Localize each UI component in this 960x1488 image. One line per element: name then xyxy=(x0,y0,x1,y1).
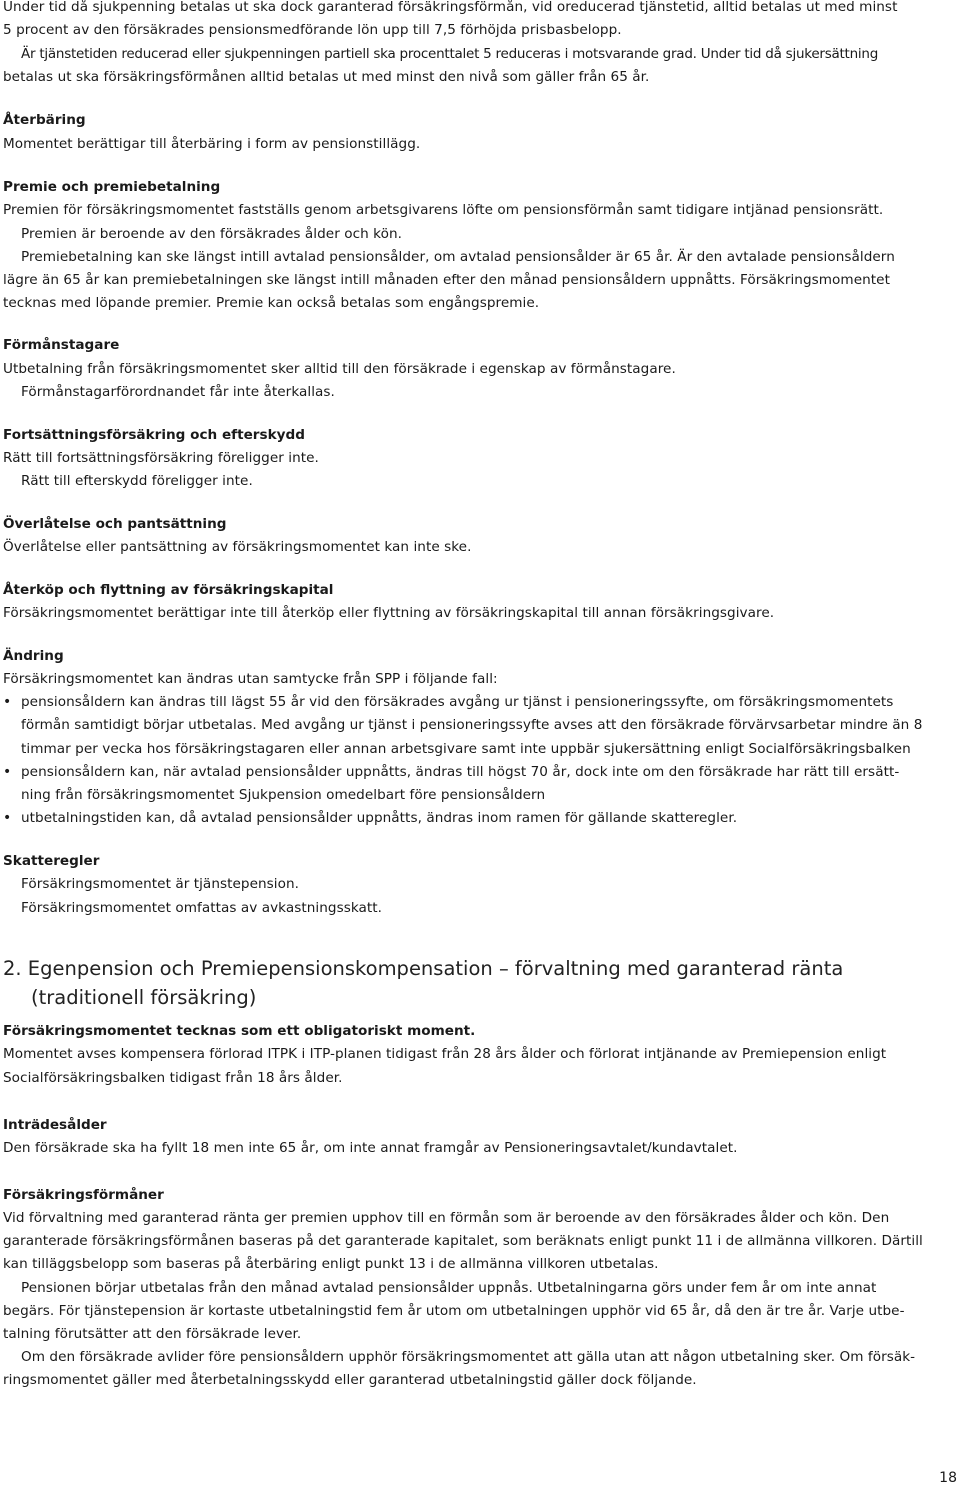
paragraph-line: timmar per vecka hos försäkringstagaren eller annan arbetsgivare samt inte uppbär sjukersättning enligt Socialförsäkringsbalken xyxy=(21,741,911,757)
paragraph-line: Förmånstagarförordnandet får inte återkallas. xyxy=(21,384,335,400)
bullet-item-text: pensionsåldern kan, när avtalad pensionsålder uppnåtts, ändras till högst 70 år, dock inte om den försäkrade har rätt till ersätt- xyxy=(21,764,900,780)
paragraph-line: Överlåtelse eller pantsättning av försäkringsmomentet kan inte ske. xyxy=(3,539,472,555)
section-heading: Skatteregler xyxy=(3,853,100,869)
section-heading: Inträdesålder xyxy=(3,1117,107,1133)
bullet-marker: • xyxy=(3,694,12,710)
section-heading: Premie och premiebetalning xyxy=(3,179,221,195)
paragraph-line: Vid förvaltning med garanterad ränta ger premien upphov till en förmån som är beroende av den försäkrades ålder och kön. Den xyxy=(3,1210,890,1226)
paragraph-line: Om den försäkrade avlider före pensionsåldern upphör försäkringsmomentet att gälla utan att någon utbetalning sker. Om försäk- xyxy=(21,1349,916,1365)
paragraph-line: ning från försäkringsmomentet Sjukpension omedelbart före pensionsåldern xyxy=(21,787,546,803)
section-heading: Försäkringsmomentet tecknas som ett obligatoriskt moment. xyxy=(3,1023,476,1039)
section-heading: Ändring xyxy=(3,648,64,664)
bullet-marker: • xyxy=(3,764,12,780)
page-number: 18 xyxy=(939,1470,957,1486)
paragraph-line: Är tjänstetiden reducerad eller sjukpenningen partiell ska procenttalet 5 reduceras i motsvarande grad. Under tid då sjukersättning xyxy=(21,46,879,62)
paragraph-line: ringsmomentet gäller med återbetalningsskydd eller garanterad utbetalningstid gäller dock följande. xyxy=(3,1372,697,1388)
paragraph-line: kan tilläggsbelopp som baseras på återbäring enligt punkt 13 i de allmänna villkoren utbetalas. xyxy=(3,1256,659,1272)
paragraph-line: betalas ut ska försäkringsförmånen alltid betalas ut med minst den nivå som gäller från 65 år. xyxy=(3,69,650,85)
paragraph-line: lägre än 65 år kan premiebetalningen ske längst intill månaden efter den månad pensionsåldern uppnåtts. Försäkringsmomentet xyxy=(3,272,890,288)
paragraph-line: Under tid då sjukpenning betalas ut ska dock garanterad försäkringsförmån, vid oreducerad tjänstetid, alltid betalas ut med minst xyxy=(3,0,898,15)
paragraph-line: förmån samtidigt börjar utbetalas. Med avgång ur tjänst i pensioneringssyfte avses att den försäkrade förvärvsarbetar mindre än 8 xyxy=(21,717,923,733)
section-heading: Förmånstagare xyxy=(3,337,120,353)
section-heading: Återbäring xyxy=(3,112,86,128)
paragraph-line: talning förutsätter att den försäkrade lever. xyxy=(3,1326,302,1342)
bullet-item-text: utbetalningstiden kan, då avtalad pensionsålder uppnåtts, ändras inom ramen för gällande skatteregler. xyxy=(21,810,738,826)
paragraph-line: Pensionen börjar utbetalas från den månad avtalad pensionsålder uppnås. Utbetalningarna görs under fem år om inte annat xyxy=(21,1280,877,1296)
paragraph-line: Utbetalning från försäkringsmomentet sker alltid till den försäkrade i egenskap av förmånstagare. xyxy=(3,361,676,377)
section-heading: Överlåtelse och pantsättning xyxy=(3,516,227,532)
paragraph-line: Momentet avses kompensera förlorad ITPK i ITP-planen tidigast från 28 års ålder och förlorat intjänande av Premiepension enligt xyxy=(3,1046,887,1062)
paragraph-line: Premien är beroende av den försäkrades ålder och kön. xyxy=(21,226,403,242)
paragraph-line: begärs. För tjänstepension är kortaste utbetalningstid fem år utom om utbetalningen upphör vid 65 år, då den är tre år. Varje utbe- xyxy=(3,1303,905,1319)
paragraph-line: Premien för försäkringsmomentet fastställs genom arbetsgivarens löfte om pensionsförmån samt tidigare intjänad pensionsrätt. xyxy=(3,202,884,218)
section-heading: Försäkringsförmåner xyxy=(3,1187,164,1203)
paragraph-line: Premiebetalning kan ske längst intill avtalad pensionsålder, om avtalad pensionsålder är 65 år. Är den avtalade pensionsåldern xyxy=(21,249,895,265)
paragraph-line: Den försäkrade ska ha fyllt 18 men inte 65 år, om inte annat framgår av Pensioneringsavtalet/kundavtalet. xyxy=(3,1140,738,1156)
paragraph-line: garanterade försäkringsförmånen baseras på det garanterade kapitalet, som beräknats enligt punkt 11 i de allmänna villkoren. Därtill xyxy=(3,1233,923,1249)
paragraph-line: Försäkringsmomentet kan ändras utan samtycke från SPP i följande fall: xyxy=(3,671,498,687)
paragraph-line: Socialförsäkringsbalken tidigast från 18 års ålder. xyxy=(3,1070,343,1086)
section-heading: Fortsättningsförsäkring och efterskydd xyxy=(3,427,305,443)
chapter-title: (traditionell försäkring) xyxy=(31,986,257,1009)
bullet-marker: • xyxy=(3,810,12,826)
paragraph-line: Rätt till efterskydd föreligger inte. xyxy=(21,473,253,489)
paragraph-line: Momentet berättigar till återbäring i form av pensionstillägg. xyxy=(3,136,421,152)
paragraph-line: tecknas med löpande premier. Premie kan också betalas som engångspremie. xyxy=(3,295,540,311)
chapter-title: 2. Egenpension och Premiepensionskompensation – förvaltning med garanterad ränta xyxy=(3,957,844,980)
paragraph-line: Försäkringsmomentet berättigar inte till återköp eller flyttning av försäkringskapital till annan försäkringsgivare. xyxy=(3,605,775,621)
paragraph-line: Försäkringsmomentet omfattas av avkastningsskatt. xyxy=(21,900,383,916)
bullet-item-text: pensionsåldern kan ändras till lägst 55 år vid den försäkrades avgång ur tjänst i pensioneringssyfte, om försäkringsmomentets xyxy=(21,694,894,710)
section-heading: Återköp och flyttning av försäkringskapital xyxy=(3,582,334,598)
paragraph-line: Rätt till fortsättningsförsäkring föreligger inte. xyxy=(3,450,319,466)
paragraph-line: 5 procent av den försäkrades pensionsmedförande lön upp till 7,5 förhöjda prisbasbelopp. xyxy=(3,22,622,38)
paragraph-line: Försäkringsmomentet är tjänstepension. xyxy=(21,876,300,892)
